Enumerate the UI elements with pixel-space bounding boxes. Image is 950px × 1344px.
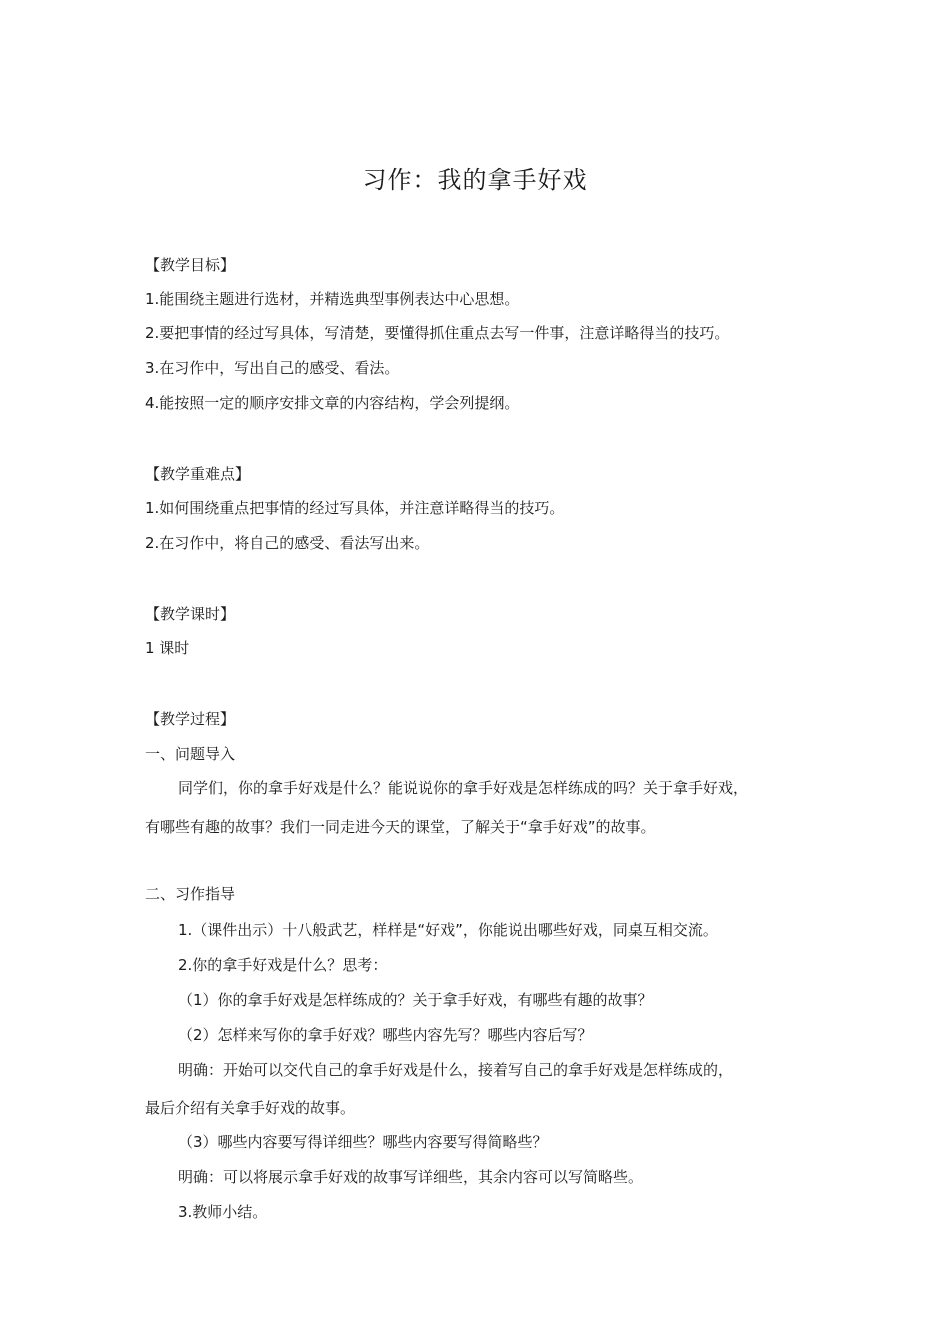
key-point-item: 1.如何围绕重点把事情的经过写具体，并注意详略得当的技巧。 xyxy=(145,499,565,517)
clarification-1: 明确：开始可以交代自己的拿手好戏是什么，接着写自己的拿手好戏是怎样练成的， xyxy=(178,1061,734,1079)
class-hours-value: 1 课时 xyxy=(145,639,190,657)
guidance-item-3: 3.教师小结。 xyxy=(178,1203,268,1221)
guidance-item-2: 2.你的拿手好戏是什么？思考： xyxy=(178,956,388,974)
objective-item: 4.能按照一定的顺序安排文章的内容结构，学会列提纲。 xyxy=(145,394,520,412)
objective-item: 2.要把事情的经过写具体，写清楚，要懂得抓住重点去写一件事，注意详略得当的技巧。 xyxy=(145,324,730,342)
clarification-1-cont: 最后介绍有关拿手好戏的故事。 xyxy=(145,1099,356,1117)
document-title: 习作：我的拿手好戏 xyxy=(362,166,588,194)
section1-paragraph-cont: 有哪些有趣的故事？我们一同走进今天的课堂，了解关于“拿手好戏”的故事。 xyxy=(145,818,656,836)
guidance-item-1: 1.（课件出示）十八般武艺，样样是“好戏”，你能说出哪些好戏，同桌互相交流。 xyxy=(178,921,718,939)
section2-heading: 二、习作指导 xyxy=(145,885,236,903)
class-hours-heading: 【教学课时】 xyxy=(145,605,236,623)
section1-paragraph: 同学们，你的拿手好戏是什么？能说说你的拿手好戏是怎样练成的吗？关于拿手好戏， xyxy=(178,779,749,797)
key-point-item: 2.在习作中，将自己的感受、看法写出来。 xyxy=(145,534,430,552)
guidance-sub-2: （2）怎样来写你的拿手好戏？哪些内容先写？哪些内容后写？ xyxy=(178,1026,593,1044)
objective-item: 1.能围绕主题进行选材，并精选典型事例表达中心思想。 xyxy=(145,290,520,308)
objectives-heading: 【教学目标】 xyxy=(145,256,236,274)
guidance-sub-3: （3）哪些内容要写得详细些？哪些内容要写得简略些？ xyxy=(178,1133,548,1151)
objective-item: 3.在习作中，写出自己的感受、看法。 xyxy=(145,359,400,377)
guidance-sub-1: （1）你的拿手好戏是怎样练成的？关于拿手好戏，有哪些有趣的故事？ xyxy=(178,991,653,1009)
clarification-2: 明确：可以将展示拿手好戏的故事写详细些，其余内容可以写简略些。 xyxy=(178,1168,644,1186)
key-points-heading: 【教学重难点】 xyxy=(145,465,251,483)
section1-heading: 一、问题导入 xyxy=(145,745,236,763)
process-heading: 【教学过程】 xyxy=(145,710,236,728)
